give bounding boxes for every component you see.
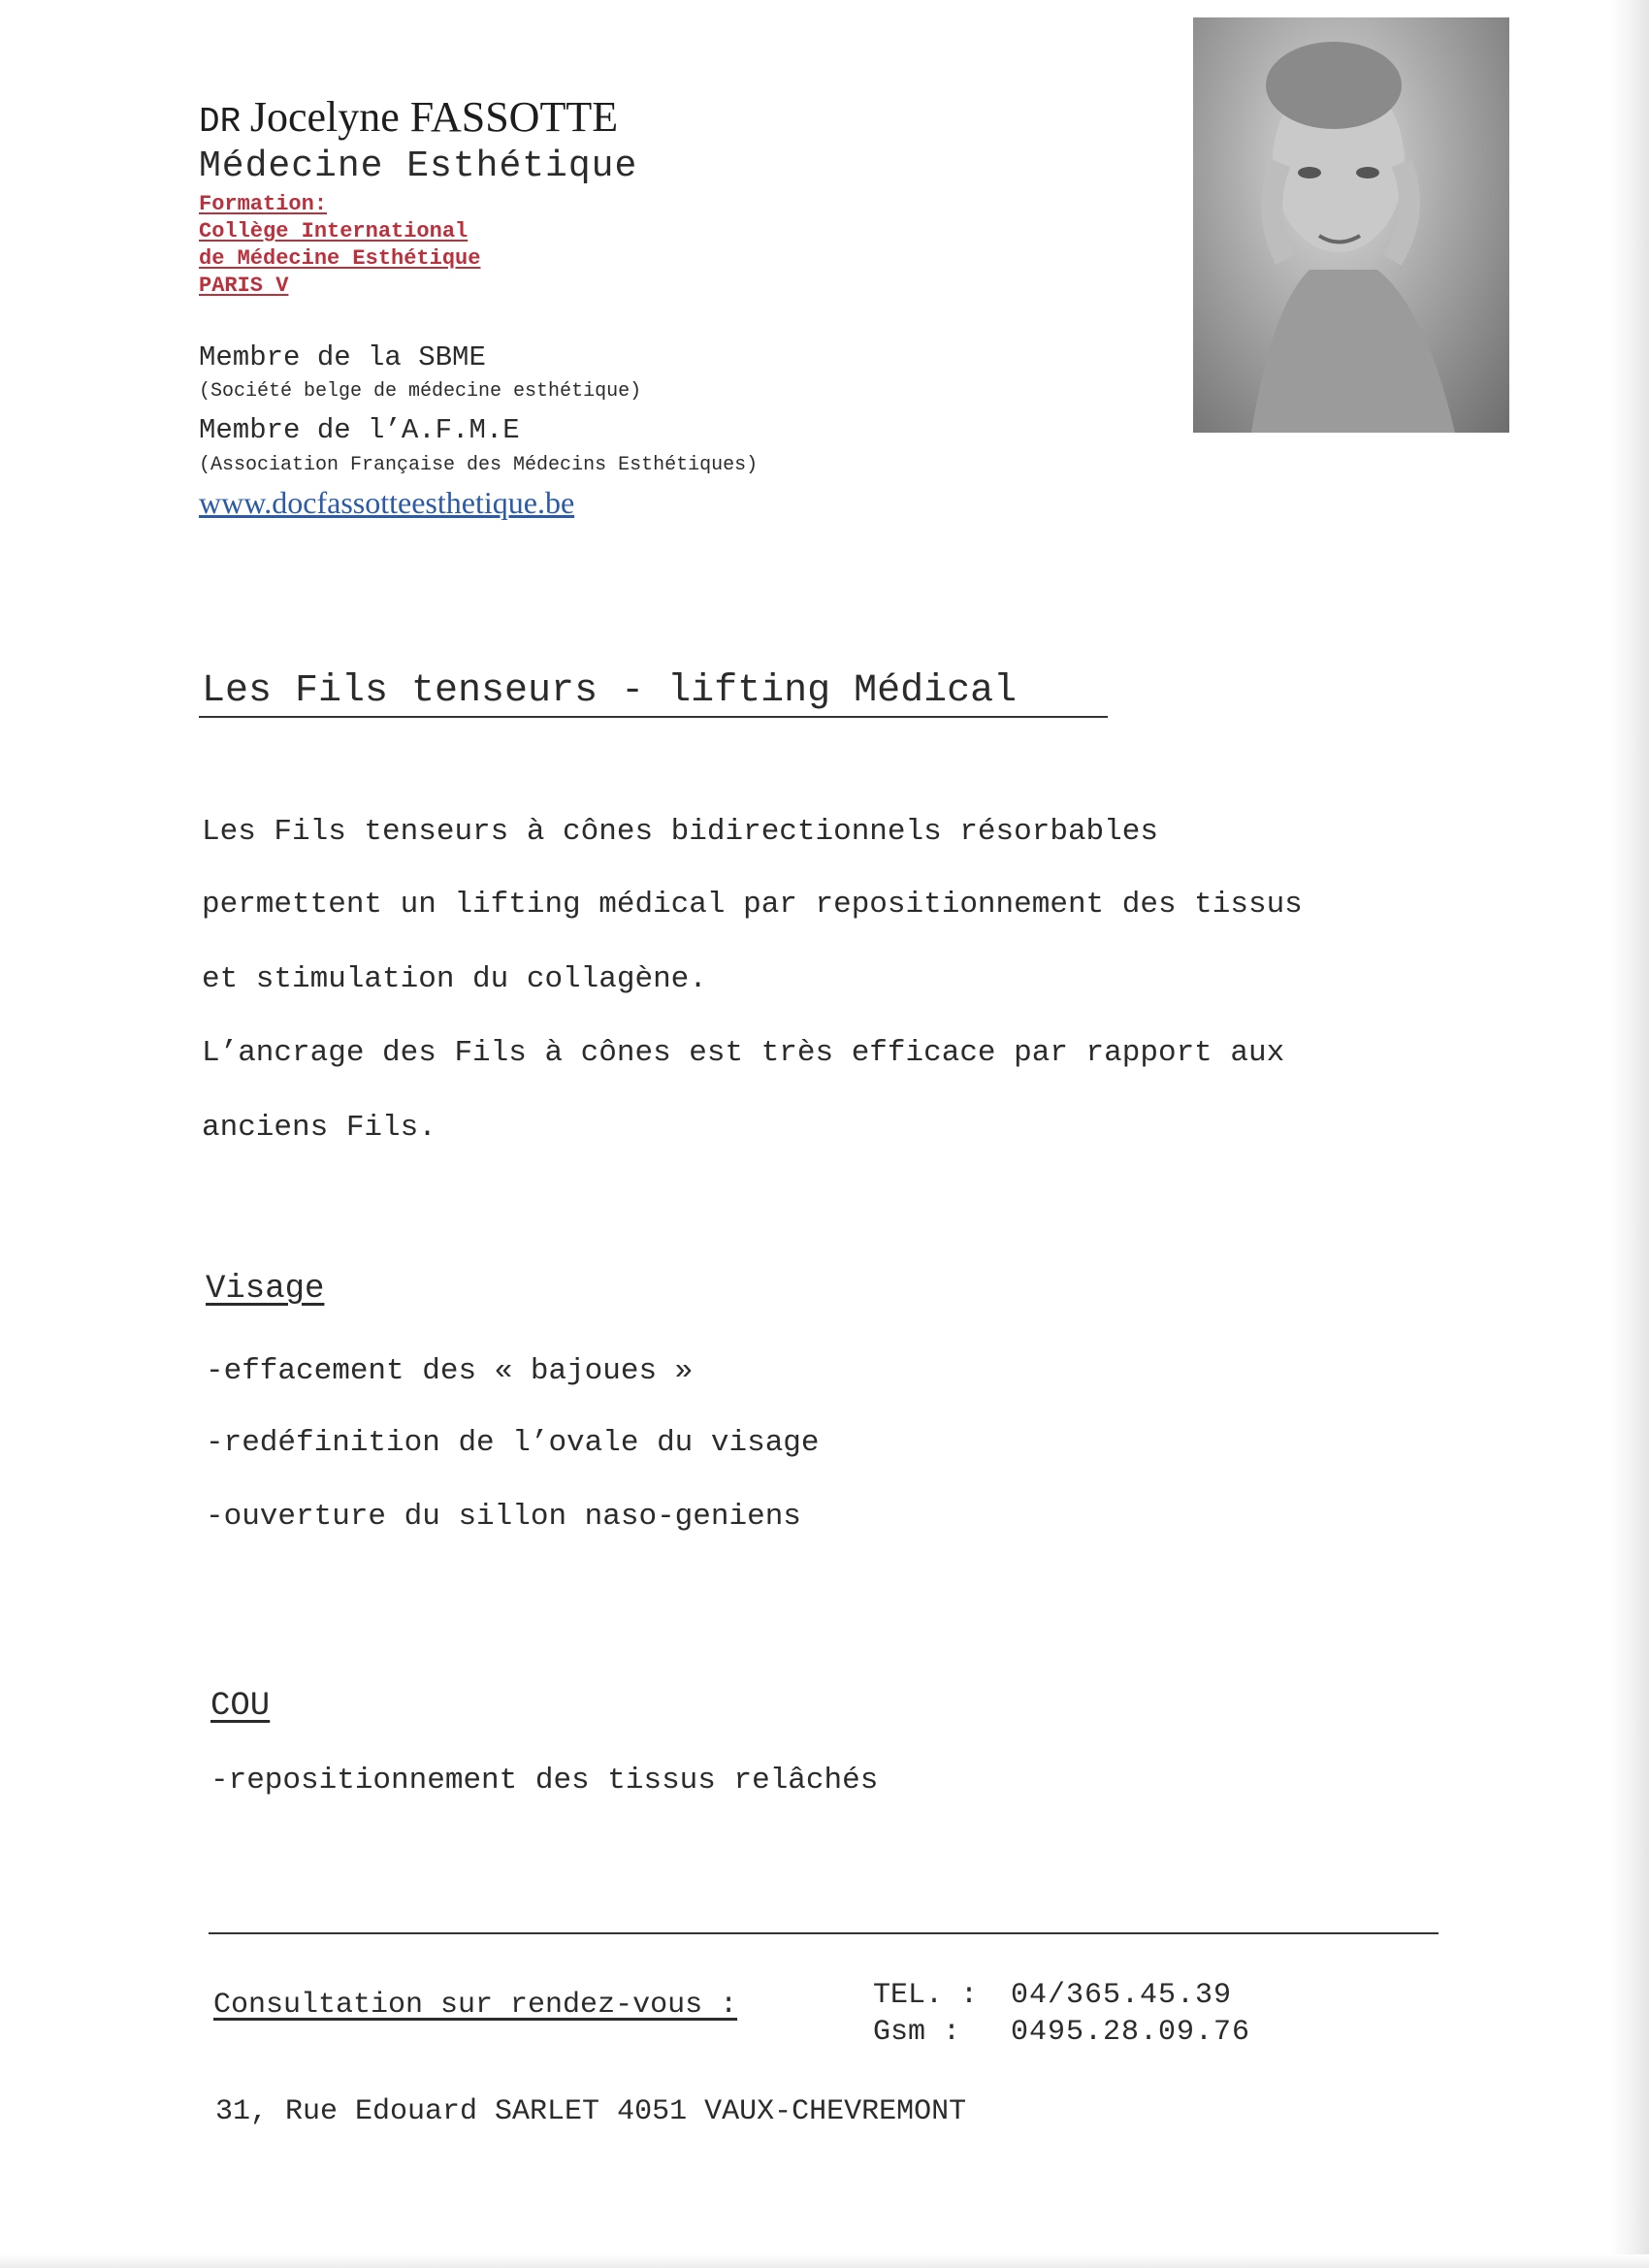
formation-line: Collège International [199,219,469,243]
membership-afme: Membre de l’A.F.M.E [199,414,520,446]
postal-address: 31, Rue Edouard SARLET 4051 VAUX-CHEVREMONT [215,2095,967,2128]
formation-line: PARIS V [199,274,289,298]
list-item: -effacement des « bajoues » [206,1354,694,1388]
dr-prefix: DR [199,102,242,142]
formation-label: Formation: [199,192,328,216]
doctor-heading [199,92,618,142]
section-heading-cou: COU [210,1688,271,1725]
intro-line: et stimulation du collagène. [202,962,707,996]
formation-line: de Médecine Esthétique [199,246,481,271]
specialty: Médecine Esthétique [199,146,638,187]
list-item: -ouverture du sillon naso-geniens [206,1500,801,1534]
list-item: -redéfinition de l’ovale du visage [206,1426,820,1460]
membership-sbme: Membre de la SBME [199,341,486,373]
doctor-name: Jocelyne FASSOTTE [249,93,619,141]
section-heading-visage: Visage [206,1271,325,1308]
gsm-number: 0495.28.09.76 [1011,2016,1251,2049]
intro-line: Les Fils tenseurs à cônes bidirectionnels résorbables [202,815,1158,849]
intro-line: permettent un lifting médical par repositionnement des tissus [202,888,1303,922]
intro-line: anciens Fils. [202,1111,436,1145]
doctor-portrait-photo [1193,17,1509,433]
tel-number: 04/365.45.39 [1011,1979,1233,2012]
footer-divider [209,1932,1439,1934]
portrait-illustration [1193,17,1509,433]
membership-sbme-detail: (Société belge de médecine esthétique) [199,380,642,403]
membership-afme-detail: (Association Française des Médecins Esthétiques) [199,454,759,476]
scan-page-edge [1610,0,1649,2268]
title-underline [199,716,1108,718]
consultation-note: Consultation sur rendez-vous : [213,1989,738,2022]
scan-bottom-edge [0,2254,1649,2268]
tel-label: TEL. : [873,1979,979,2012]
document-title: Les Fils tenseurs - lifting Médical [202,669,1018,713]
gsm-label: Gsm : [873,2016,961,2049]
list-item: -repositionnement des tissus relâchés [210,1764,879,1798]
website-link[interactable]: www.docfassotteesthetique.be [199,485,575,520]
intro-line: L’ancrage des Fils à cônes est très efficace par rapport aux [202,1036,1285,1070]
